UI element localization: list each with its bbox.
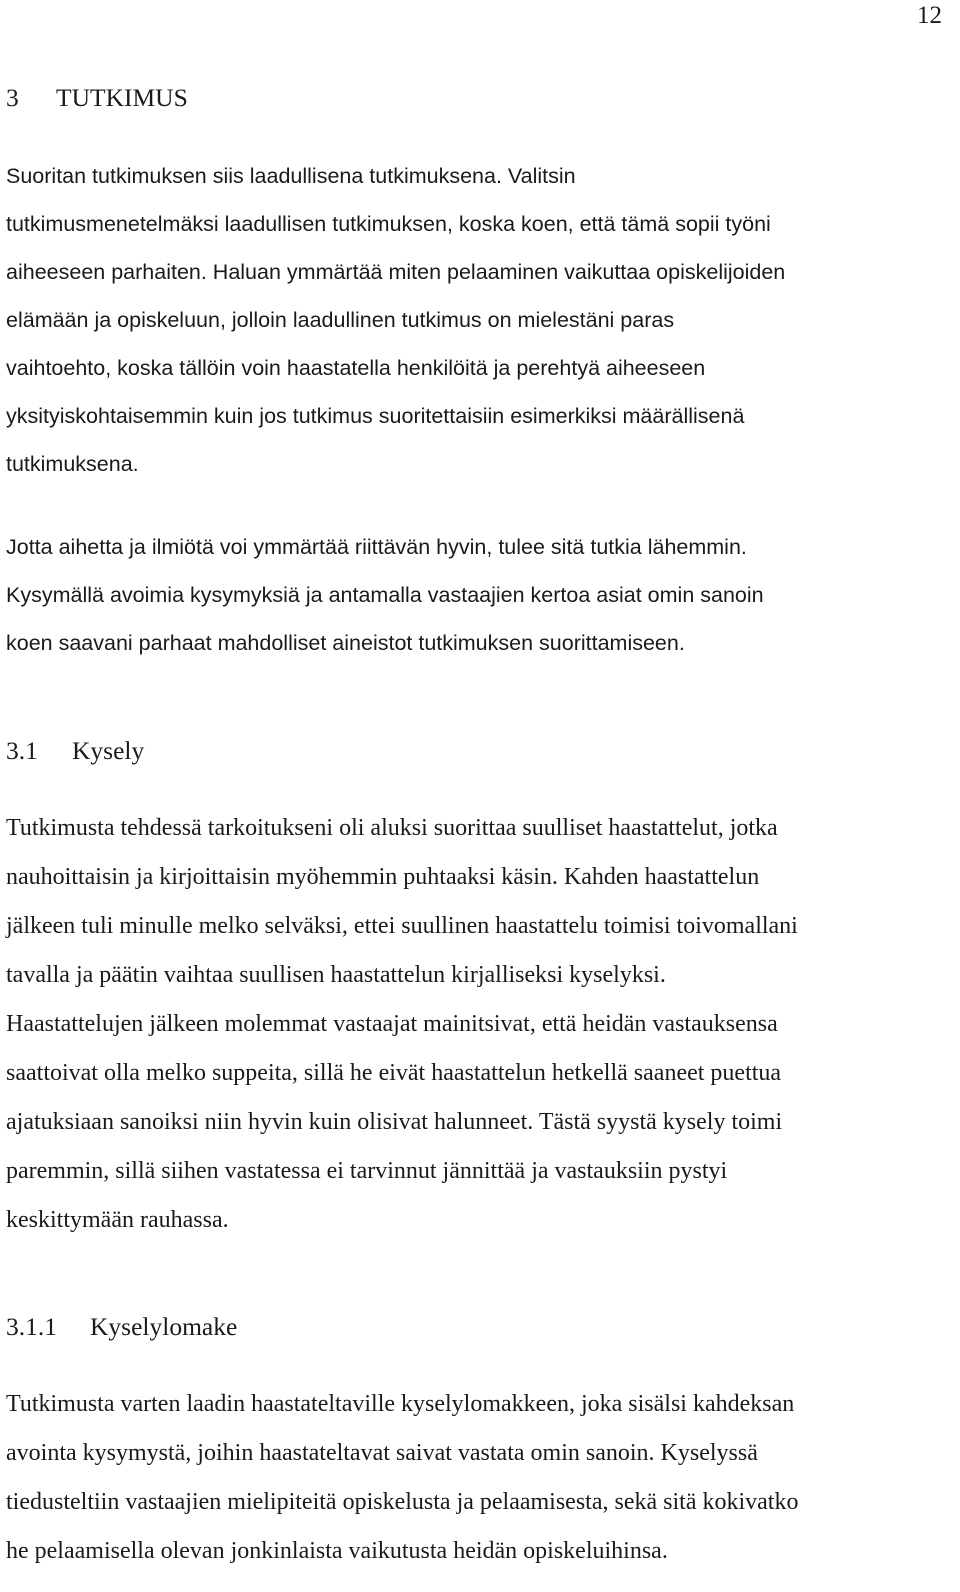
- paragraph-line: keskittymään rauhassa.: [6, 1207, 229, 1233]
- paragraph-kysely: [6, 804, 950, 1245]
- paragraph-line: ajatuksiaan sanoiksi niin hyvin kuin olisivat halunneet. Tästä syystä kysely toimi: [6, 1109, 783, 1135]
- paragraph-line: Haastattelujen jälkeen molemmat vastaajat mainitsivat, että heidän vastauksensa: [6, 1011, 778, 1037]
- section-number: 3.1.1: [6, 1312, 57, 1341]
- paragraph-line: tiedusteltiin vastaajien mielipiteitä opiskelusta ja pelaamisesta, sekä sitä kokivatko: [6, 1489, 799, 1515]
- paragraph-line: Tutkimusta tehdessä tarkoitukseni oli aluksi suorittaa suulliset haastattelut, jotka: [6, 815, 778, 841]
- paragraph-line: saattoivat olla melko suppeita, sillä he eivät haastattelun hetkellä saaneet puettua: [6, 1060, 782, 1086]
- section-heading-3-1-1: [6, 1312, 237, 1342]
- paragraph-line: nauhoittaisin ja kirjoittaisin myöhemmin puhtaaksi käsin. Kahden haastattelun: [6, 864, 760, 890]
- paragraph-line: Kysymällä avoimia kysymyksiä ja antamalla vastaajien kertoa asiat omin sanoin: [6, 583, 764, 607]
- paragraph-line: tutkimuksena.: [6, 452, 139, 476]
- section-title: Kysely: [72, 736, 145, 765]
- paragraph-line: aiheeseen parhaiten. Haluan ymmärtää miten pelaaminen vaikuttaa opiskelijoiden: [6, 260, 786, 284]
- paragraph-line: avointa kysymystä, joihin haastateltavat saivat vastata omin sanoin. Kyselyssä: [6, 1440, 758, 1466]
- section-title: TUTKIMUS: [56, 83, 188, 112]
- section-heading-3: [6, 83, 188, 113]
- section-title: Kyselylomake: [90, 1312, 238, 1341]
- paragraph-line: tutkimusmenetelmäksi laadullisen tutkimuksen, koska koen, että tämä sopii työni: [6, 212, 771, 236]
- page-number: 12: [917, 2, 942, 29]
- paragraph-line: elämään ja opiskeluun, jolloin laadullinen tutkimus on mielestäni paras: [6, 308, 675, 332]
- paragraph-line: yksityiskohtaisemmin kuin jos tutkimus suoritettaisiin esimerkiksi määrällisenä: [6, 404, 745, 428]
- section-number: 3.1: [6, 736, 38, 765]
- paragraph-line: tavalla ja päätin vaihtaa suullisen haastattelun kirjalliseksi kyselyksi.: [6, 962, 666, 988]
- paragraph-kyselylomake: [6, 1380, 950, 1576]
- paragraph-line: paremmin, sillä siihen vastatessa ei tarvinnut jännittää ja vastauksiin pystyi: [6, 1158, 728, 1184]
- paragraph-line: koen saavani parhaat mahdolliset aineistot tutkimuksen suorittamiseen.: [6, 631, 685, 655]
- paragraph-line: Jotta aihetta ja ilmiötä voi ymmärtää riittävän hyvin, tulee sitä tutkia lähemmin.: [6, 535, 747, 559]
- paragraph-line: jälkeen tuli minulle melko selväksi, ettei suullinen haastattelu toimisi toivomallani: [6, 913, 798, 939]
- paragraph-intro: [6, 152, 950, 488]
- paragraph-line: Suoritan tutkimuksen siis laadullisena tutkimuksena. Valitsin: [6, 164, 576, 188]
- paragraph-method: [6, 523, 950, 667]
- section-heading-3-1: [6, 736, 144, 766]
- section-number: 3: [6, 83, 19, 112]
- paragraph-line: Tutkimusta varten laadin haastateltaville kyselylomakkeen, joka sisälsi kahdeksan: [6, 1391, 795, 1417]
- paragraph-line: he pelaamisella olevan jonkinlaista vaikutusta heidän opiskeluihinsa.: [6, 1538, 668, 1564]
- paragraph-line: vaihtoehto, koska tällöin voin haastatella henkilöitä ja perehtyä aiheeseen: [6, 356, 706, 380]
